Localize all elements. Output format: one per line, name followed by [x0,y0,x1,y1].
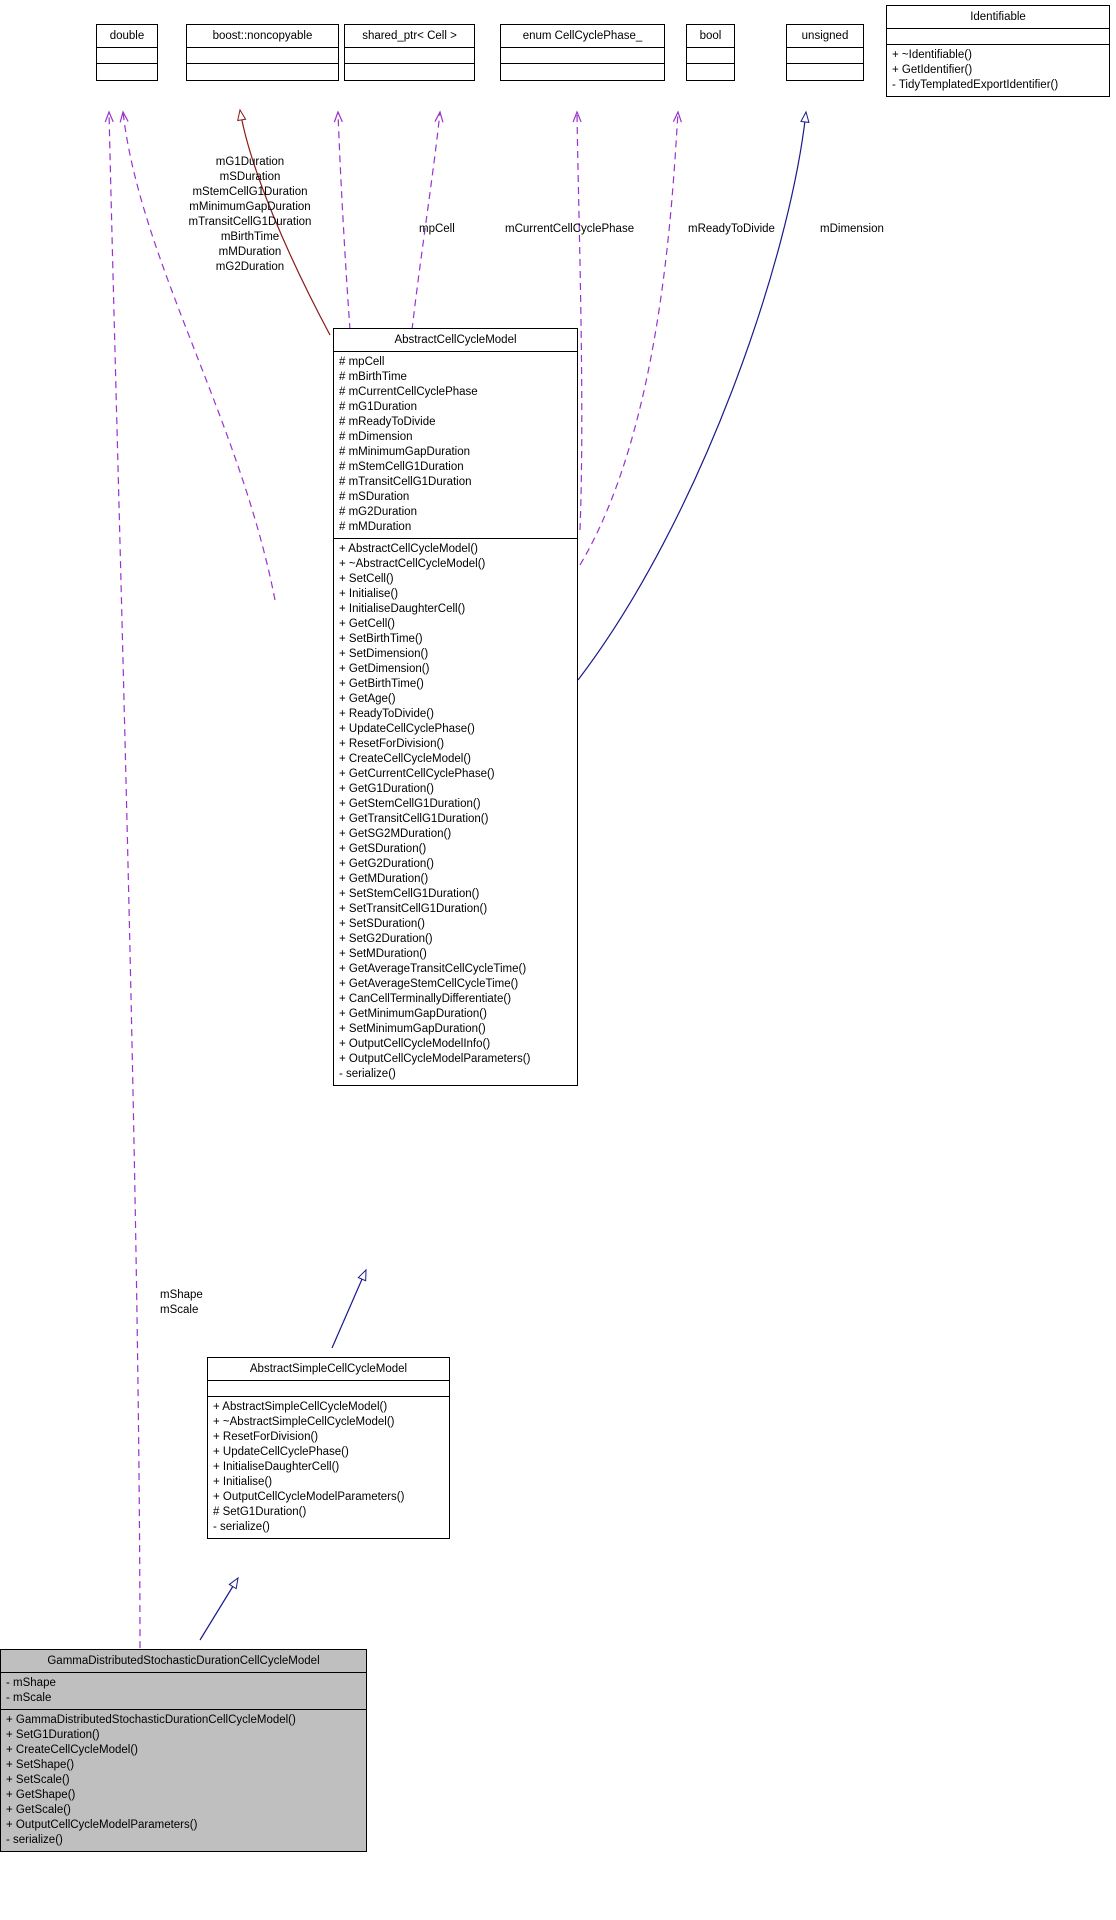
edge-label-line: mG2Duration [215,261,285,273]
operation-row: + GetAverageStemCellCycleTime() [339,978,519,990]
operation-row: + Initialise() [213,1476,273,1488]
class-title: boost::noncopyable [187,25,338,48]
class-title: GammaDistributedStochasticDurationCellCycleModel [1,1650,366,1673]
edge-label-line: mMDuration [218,246,282,258]
attribute-row: - mScale [6,1692,52,1704]
edge-label-double-fields [150,155,350,275]
operation-row: + GetAge() [339,693,396,705]
operation-row: + SetDimension() [339,648,429,660]
operation-row: - serialize() [339,1068,396,1080]
operation-row: + SetTransitCellG1Duration() [339,903,488,915]
attribute-row: - mShape [6,1677,56,1689]
operation-row: + GetG2Duration() [339,858,434,870]
class-operations [887,45,1109,96]
operation-row: + GetDimension() [339,663,430,675]
class-attributes [887,29,1109,45]
class-operations [501,64,664,80]
operation-row: + GetMinimumGapDuration() [339,1008,487,1020]
operation-row: + SetMinimumGapDuration() [339,1023,486,1035]
operation-row: + SetBirthTime() [339,633,423,645]
class-title: AbstractCellCycleModel [334,329,577,352]
operation-row: + ResetForDivision() [213,1431,319,1443]
class-title: shared_ptr< Cell > [345,25,474,48]
class-operations [687,64,734,80]
operation-row: + ~AbstractSimpleCellCycleModel() [213,1416,395,1428]
class-node-enum-cellcyclephase[interactable] [500,24,665,81]
class-title: bool [687,25,734,48]
class-operations [787,64,863,80]
operation-row: + GetScale() [6,1804,71,1816]
class-attributes [345,48,474,64]
operation-row: + SetMDuration() [339,948,427,960]
attribute-row: # mReadyToDivide [339,416,436,428]
edge-label-line: mpCell [419,223,455,235]
attribute-row: # mTransitCellG1Duration [339,476,472,488]
edge-label-line: mReadyToDivide [688,223,775,235]
operation-row: + ~AbstractCellCycleModel() [339,558,486,570]
operation-row: + SetG2Duration() [339,933,433,945]
operation-row: + GetCurrentCellCyclePhase() [339,768,495,780]
operation-row: + GetMDuration() [339,873,429,885]
operation-row: # SetG1Duration() [213,1506,307,1518]
class-node-abstractcellcyclemodel[interactable] [333,328,578,1086]
operation-row: + CreateCellCycleModel() [6,1744,138,1756]
class-operations [334,539,577,1085]
operation-row: - TidyTemplatedExportIdentifier() [892,79,1059,91]
operation-row: + GetTransitCellG1Duration() [339,813,489,825]
attribute-row: # mSDuration [339,491,410,503]
class-attributes [187,48,338,64]
operation-row: + AbstractSimpleCellCycleModel() [213,1401,388,1413]
class-operations [208,1397,449,1538]
class-attributes [787,48,863,64]
operation-row: + SetScale() [6,1774,70,1786]
class-attributes [501,48,664,64]
operation-row: + GetBirthTime() [339,678,424,690]
class-operations [97,64,157,80]
attribute-row: # mBirthTime [339,371,407,383]
edge-label-line: mDimension [820,223,884,235]
operation-row: - serialize() [213,1521,270,1533]
class-node-boost-noncopyable[interactable] [186,24,339,81]
attribute-row: # mDimension [339,431,413,443]
class-node-unsigned[interactable] [786,24,864,81]
class-attributes [1,1673,366,1710]
attribute-row: # mG2Duration [339,506,417,518]
class-title: AbstractSimpleCellCycleModel [208,1358,449,1381]
attribute-row: # mG1Duration [339,401,417,413]
operation-row: + GetSG2MDuration() [339,828,452,840]
operation-row: + ResetForDivision() [339,738,445,750]
class-attributes [334,352,577,539]
operation-row: + AbstractCellCycleModel() [339,543,479,555]
operation-row: + ~Identifiable() [892,49,972,61]
edge-label-line: mMinimumGapDuration [189,201,311,213]
operation-row: + GetShape() [6,1789,76,1801]
class-operations [1,1710,366,1851]
class-node-shared-ptr-cell[interactable] [344,24,475,81]
operation-row: + CreateCellCycleModel() [339,753,471,765]
class-node-double[interactable] [96,24,158,81]
edge-label-mcurrentcellcyclephase [505,222,634,237]
edge-label-mreadytodivide [688,222,775,237]
class-attributes [208,1381,449,1397]
operation-row: + SetStemCellG1Duration() [339,888,480,900]
attribute-row: # mCurrentCellCyclePhase [339,386,478,398]
operation-row: + GammaDistributedStochasticDurationCellCycleModel() [6,1714,296,1726]
edge-label-line: mScale [160,1304,199,1316]
edge-label-gamma-fields [160,1288,203,1318]
operation-row: + SetCell() [339,573,394,585]
operation-row: + CanCellTerminallyDifferentiate() [339,993,512,1005]
edge-label-line: mBirthTime [220,231,280,243]
class-title: double [97,25,157,48]
operation-row: + InitialiseDaughterCell() [213,1461,340,1473]
operation-row: + GetCell() [339,618,395,630]
class-operations [345,64,474,80]
class-attributes [687,48,734,64]
operation-row: + GetStemCellG1Duration() [339,798,481,810]
operation-row: + OutputCellCycleModelInfo() [339,1038,491,1050]
operation-row: + SetShape() [6,1759,75,1771]
class-node-gammadistributedstochasticdurationcellcyclemodel[interactable] [0,1649,367,1852]
edge-label-line: mShape [160,1289,203,1301]
attribute-row: # mStemCellG1Duration [339,461,464,473]
operation-row: + ReadyToDivide() [339,708,434,720]
operation-row: + OutputCellCycleModelParameters() [339,1053,531,1065]
attribute-row: # mMinimumGapDuration [339,446,471,458]
operation-row: + InitialiseDaughterCell() [339,603,466,615]
edge-label-line: mG1Duration [215,156,285,168]
operation-row: + GetIdentifier() [892,64,973,76]
operation-row: + OutputCellCycleModelParameters() [213,1491,405,1503]
class-node-identifiable[interactable] [886,5,1110,97]
operation-row: + UpdateCellCyclePhase() [213,1446,349,1458]
operation-row: + Initialise() [339,588,399,600]
attribute-row: # mMDuration [339,521,412,533]
class-operations [187,64,338,80]
edge-label-line: mSDuration [219,171,281,183]
class-title: Identifiable [887,6,1109,29]
operation-row: + UpdateCellCyclePhase() [339,723,475,735]
edge-label-line: mStemCellG1Duration [192,186,308,198]
operation-row: + GetSDuration() [339,843,427,855]
class-title: enum CellCyclePhase_ [501,25,664,48]
operation-row: + GetAverageTransitCellCycleTime() [339,963,527,975]
operation-row: + GetG1Duration() [339,783,434,795]
class-node-abstractsimplecellcyclemodel[interactable] [207,1357,450,1539]
operation-row: - serialize() [6,1834,63,1846]
edge-label-line: mTransitCellG1Duration [188,216,312,228]
class-node-bool[interactable] [686,24,735,81]
edge-label-line: mCurrentCellCyclePhase [505,223,635,235]
class-attributes [97,48,157,64]
operation-row: + SetG1Duration() [6,1729,100,1741]
attribute-row: # mpCell [339,356,385,368]
edge-label-mpcell [419,222,455,237]
class-title: unsigned [787,25,863,48]
edge-label-mdimension [820,222,884,237]
operation-row: + OutputCellCycleModelParameters() [6,1819,198,1831]
operation-row: + SetSDuration() [339,918,425,930]
